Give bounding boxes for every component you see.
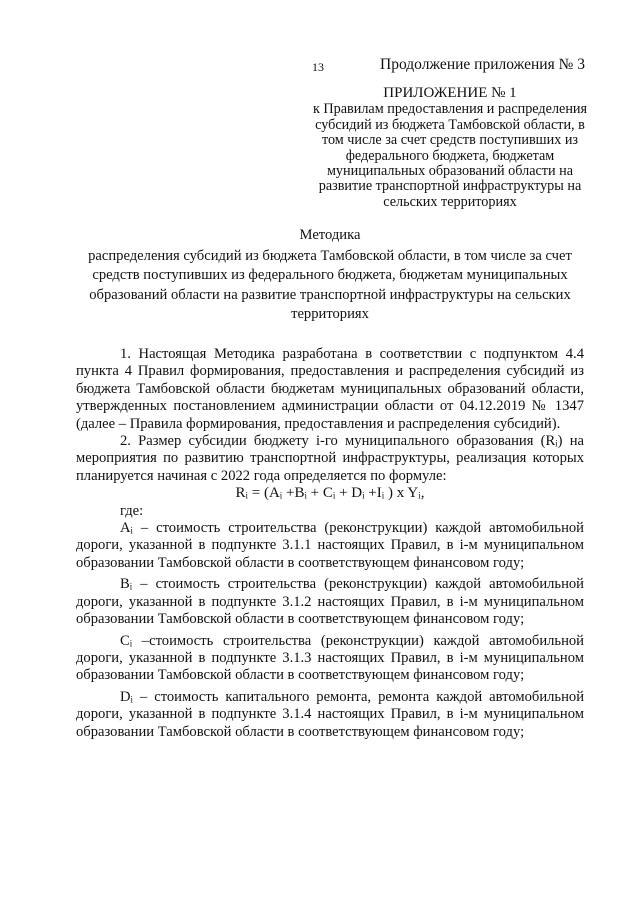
annex-line: муниципальных образований области на — [326, 163, 574, 180]
annex-heading: ПРИЛОЖЕНИЕ № 1 — [383, 85, 517, 101]
page-number: 13 — [312, 60, 324, 74]
annex-line: субсидий из бюджета Тамбовской области, в — [315, 116, 585, 133]
paragraph-2: 2. Размер субсидии бюджету i-го муниципального образования (Rᵢ) на мероприятия по развитию транспортной инфраструктуры, реализация которых планируется начиная с 2022 года определяется по формуле: — [76, 433, 584, 484]
annex-line: том числе за счет средств поступивших из — [321, 132, 579, 149]
continuation-label: Продолжение приложения № 3 — [380, 56, 585, 73]
paragraph-1: 1. Настоящая Методика разработана в соответствии с подпунктом 4.4 пункта 4 Правил формирования, предоставления и распределения субсидий из бюджета Тамбовской области бюджетам муниципальных образований области, утвержденных постановлением администрации области от 04.12.2019 № 1347 (далее – Правила формирования, предоставления и распределения субсидий). — [76, 346, 584, 432]
annex-line: сельских территориях — [383, 193, 517, 210]
formula: Rᵢ = (Aᵢ +Bᵢ + Cᵢ + Dᵢ +Iᵢ ) x Yᵢ, — [235, 485, 425, 502]
definition-c: Cᵢ –стоимость строительства (реконструкции) каждой автомобильной дороги, указанной в подпункте 3.1.3 настоящих Правил, в i-м муниципальном образовании Тамбовской области в соответствующем финансовом году; — [76, 632, 584, 684]
annex-line: развитие транспортной инфраструктуры на — [318, 178, 582, 195]
definition-a: Aᵢ – стоимость строительства (реконструкции) каждой автомобильной дороги, указанной в подпункте 3.1.1 настоящих Правил, в i-м муниципальном образовании Тамбовской области в соответствующем финансовом году; — [76, 520, 584, 571]
title-description: распределения субсидий из бюджета Тамбовской области, в том числе за счет средств поступивших из федерального бюджета, бюджетам муниципальных образований области на развитие транспортной инфраструктуры на сельских территориях — [88, 247, 572, 323]
where-label: где: — [120, 502, 144, 519]
document-title — [76, 226, 584, 325]
title-word: Методика — [299, 227, 361, 243]
definition-b: Bᵢ – стоимость строительства (реконструкции) каждой автомобильной дороги, указанной в подпункте 3.1.2 настоящих Правил, в i-м муниципальном образовании Тамбовской области в соответствующем финансовом году; — [76, 576, 584, 628]
document-body — [76, 346, 584, 741]
definition-d: Dᵢ – стоимость капитального ремонта, ремонта каждой автомобильной дороги, указанной в подпункте 3.1.4 настоящих Правил, в i-м муниципальном образовании Тамбовской области в соответствующем финансовом году; — [76, 688, 584, 740]
annex-block — [300, 86, 600, 210]
annex-line: к Правилам предоставления и распределения — [312, 101, 588, 118]
annex-line: федерального бюджета, бюджетам — [345, 147, 555, 164]
